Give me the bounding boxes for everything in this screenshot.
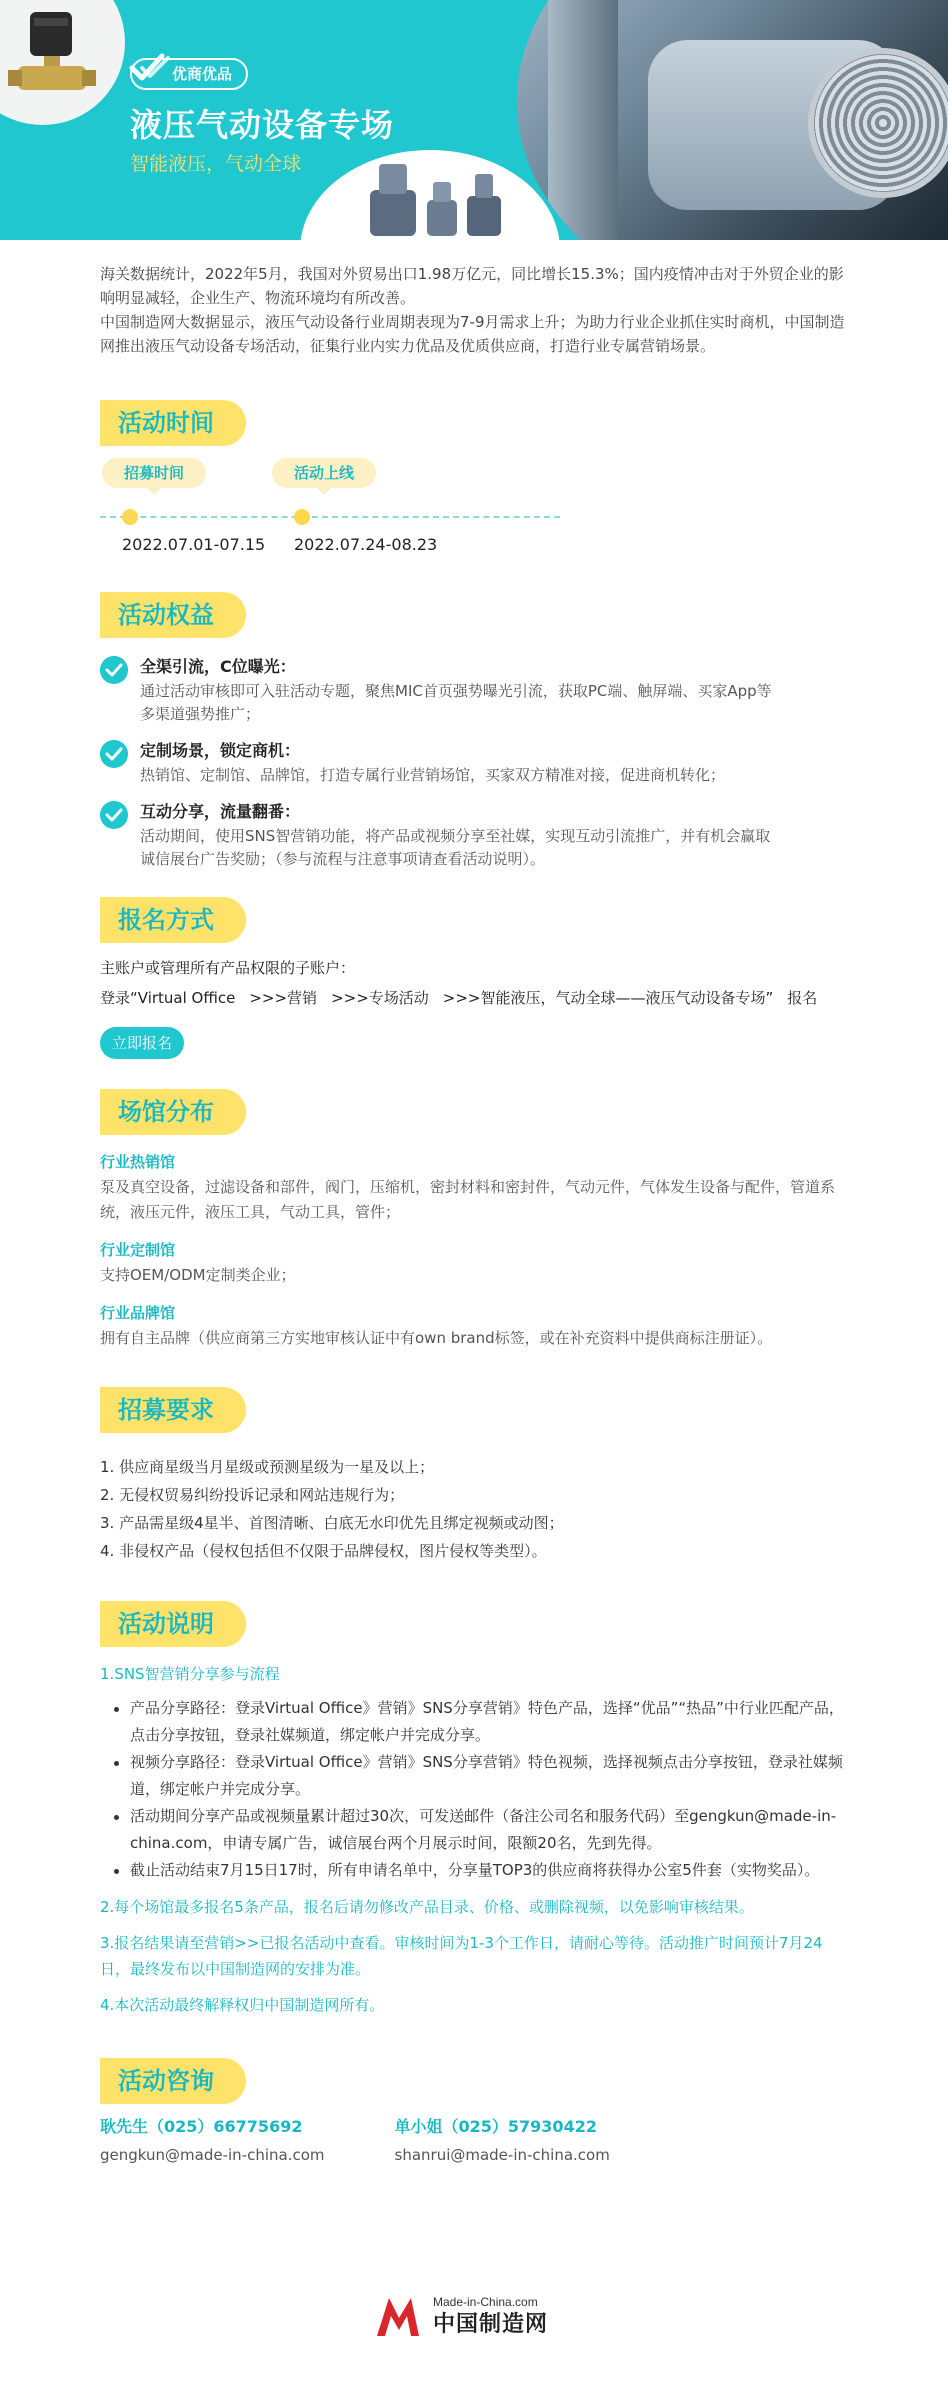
contact-card <box>395 2112 610 2168</box>
timeline-tag-launch: 活动上线 <box>272 458 376 488</box>
signup-intro: 主账户或管理所有产品权限的子账户： <box>100 959 356 977</box>
requirements-list <box>100 1453 848 1565</box>
requirement-item: 4. 非侵权产品（侵权包括但不仅限于品牌侵权，图片侵权等类型）。 <box>100 1542 547 1560</box>
benefit-title: 全渠引流，C位曝光： <box>140 657 296 676</box>
explanation-section <box>100 1601 848 2018</box>
check-circle-icon <box>100 656 128 684</box>
timeline-tag-recruit: 招募时间 <box>102 458 206 488</box>
explanation-note-4: 4.本次活动最终解释权归中国制造网所有。 <box>100 1996 385 2014</box>
signup-body <box>100 953 848 1059</box>
photo-pipe <box>548 0 618 240</box>
explanation-bullet: 截止活动结束7月15日17时，所有申请名单中，分享量TOP3的供应商将获得办公室5件套（实物奖品）。 <box>114 1857 848 1884</box>
venues-list <box>100 1149 848 1351</box>
signup-path <box>100 983 848 1013</box>
intro-paragraph-1: 海关数据统计，2022年5月，我国对外贸易出口1.98万亿元，同比增长15.3%；国内疫情冲击对于外贸企业的影响明显减轻，企业生产、物流环境均有所改善。 <box>100 265 844 307</box>
venue-name: 行业定制馆 <box>100 1241 176 1259</box>
signup-path-step: 登录“Virtual Office <box>100 989 236 1007</box>
timeline-dot <box>122 509 138 525</box>
quality-badge <box>130 58 248 90</box>
banner-title: 液压气动设备专场 <box>130 106 395 144</box>
main-content <box>100 262 848 2168</box>
contact-email[interactable]: gengkun@made-in-china.com <box>100 2146 325 2164</box>
timeline-date-recruit: 2022.07.01-07.15 <box>122 535 266 554</box>
benefit-item <box>100 799 848 871</box>
benefit-item <box>100 654 848 726</box>
benefits-title: 活动权益 <box>100 592 246 638</box>
solenoid-valve-image <box>8 8 98 98</box>
hydraulic-motors-image <box>365 160 515 240</box>
made-in-china-logo[interactable] <box>375 2294 595 2342</box>
benefit-desc: 热销馆、定制馆、品牌馆，打造专属行业营销场馆，买家双方精准对接，促进商机转化； <box>140 766 726 784</box>
banner-subtitle: 智能液压，气动全球 <box>130 153 302 175</box>
venue-name: 行业热销馆 <box>100 1153 176 1171</box>
contact-phone: 耿先生（025）66775692 <box>100 2117 303 2136</box>
requirements-title: 招募要求 <box>100 1387 246 1433</box>
signup-section <box>100 897 848 1059</box>
double-check-icon <box>128 50 172 86</box>
contact-phone: 单小姐（025）57930422 <box>394 2117 597 2136</box>
explanation-bullet: 产品分享路径：登录Virtual Office》营销》SNS分享营销》特色产品，选择“优品”“热品”中行业匹配产品，点击分享按钮，登录社媒频道，绑定帐户并完成分享。 <box>114 1695 848 1749</box>
explanation-sub1: 1.SNS智营销分享参与流程 <box>100 1665 280 1683</box>
signup-path-step: >>>专场活动 <box>331 989 429 1007</box>
requirement-item: 3. 产品需星级4星半、首图清晰、白底无水印优先且绑定视频或动图； <box>100 1514 564 1532</box>
explanation-body <box>100 1661 848 2018</box>
benefit-title: 定制场景，锁定商机： <box>140 741 301 760</box>
activity-time-title: 活动时间 <box>100 400 246 446</box>
signup-path-step: 报名 <box>787 989 818 1007</box>
explanation-bullets <box>114 1695 848 1884</box>
benefit-item <box>100 738 848 787</box>
venue-desc: 拥有自主品牌（供应商第三方实地审核认证中有own brand标签，或在补充资料中提供商标注册证）。 <box>100 1329 773 1347</box>
timeline-date-launch: 2022.07.24-08.23 <box>294 535 438 554</box>
badge-label: 优商优品 <box>172 65 233 83</box>
benefit-title: 互动分享，流量翻番： <box>140 802 301 821</box>
mic-logo-icon <box>375 2294 431 2338</box>
photo-motor-fan <box>808 48 948 198</box>
timeline-dot <box>294 509 310 525</box>
explanation-title: 活动说明 <box>100 1601 246 1647</box>
activity-time-section <box>100 400 848 562</box>
requirement-item: 2. 无侵权贸易纠纷投诉记录和网站违规行为； <box>100 1486 405 1504</box>
venue-desc: 支持OEM/ODM定制类企业； <box>100 1266 296 1284</box>
benefit-desc: 通过活动审核即可入驻活动专题，聚焦MIC首页强势曝光引流，获取PC端、触屏端、买家App等多渠道强势推广； <box>140 682 772 723</box>
explanation-note-3: 3.报名结果请至营销>>已报名活动中查看。审核时间为1-3个工作日，请耐心等待。活动推广时间预计7月24日，最终发布以中国制造网的安排为准。 <box>100 1934 823 1978</box>
contact-card <box>100 2112 325 2168</box>
venues-title: 场馆分布 <box>100 1089 246 1135</box>
contact-section <box>100 2058 848 2168</box>
electric-motor-photo <box>508 0 948 240</box>
logo-english-text: Made-in-China.com <box>433 2295 538 2309</box>
intro-paragraph-2: 中国制造网大数据显示，液压气动设备行业周期表现为7-9月需求上升；为助力行业企业抓住实时商机，中国制造网推出液压气动设备专场活动，征集行业内实力优品及优质供应商，打造行业专属营销场景。 <box>100 313 845 355</box>
hero-banner <box>0 0 948 240</box>
check-circle-icon <box>100 740 128 768</box>
contact-list <box>100 2112 848 2168</box>
benefits-list <box>100 654 848 871</box>
venues-section <box>100 1089 848 1351</box>
benefits-section <box>100 592 848 871</box>
signup-title: 报名方式 <box>100 897 246 943</box>
venue-desc: 泵及真空设备，过滤设备和部件，阀门，压缩机，密封材料和密封件，气动元件，气体发生设备与配件，管道系统，液压元件，液压工具，气动工具，管件； <box>100 1178 836 1221</box>
explanation-note-2: 2.每个场馆最多报名5条产品，报名后请勿修改产品目录、价格、或删除视频，以免影响审核结果。 <box>100 1898 754 1916</box>
requirement-item: 1. 供应商星级当月星级或预测星级为一星及以上； <box>100 1458 435 1476</box>
requirements-section <box>100 1387 848 1565</box>
logo-chinese-text: 中国制造网 <box>433 2312 549 2337</box>
signup-now-button[interactable]: 立即报名 <box>100 1027 184 1059</box>
timeline-line <box>100 516 560 518</box>
intro-section <box>100 262 848 358</box>
explanation-bullet: 视频分享路径：登录Virtual Office》营销》SNS分享营销》特色视频，选择视频点击分享按钮，登录社媒频道，绑定帐户并完成分享。 <box>114 1749 848 1803</box>
contact-title: 活动咨询 <box>100 2058 246 2104</box>
signup-path-step: >>>智能液压，气动全球——液压气动设备专场” <box>442 989 774 1007</box>
explanation-bullet: 活动期间分享产品或视频量累计超过30次，可发送邮件（备注公司名和服务代码）至gengkun@made-in-china.com，申请专属广告，诚信展台两个月展示时间，限额20名，先到先得。 <box>114 1803 848 1857</box>
venue-name: 行业品牌馆 <box>100 1304 176 1322</box>
check-circle-icon <box>100 801 128 829</box>
benefit-desc: 活动期间，使用SNS智营销功能，将产品或视频分享至社媒，实现互动引流推广，并有机会赢取诚信展台广告奖励；（参与流程与注意事项请查看活动说明）。 <box>140 827 771 868</box>
signup-path-step: >>>营销 <box>249 989 318 1007</box>
contact-email[interactable]: shanrui@made-in-china.com <box>394 2146 610 2164</box>
timeline <box>100 458 848 562</box>
